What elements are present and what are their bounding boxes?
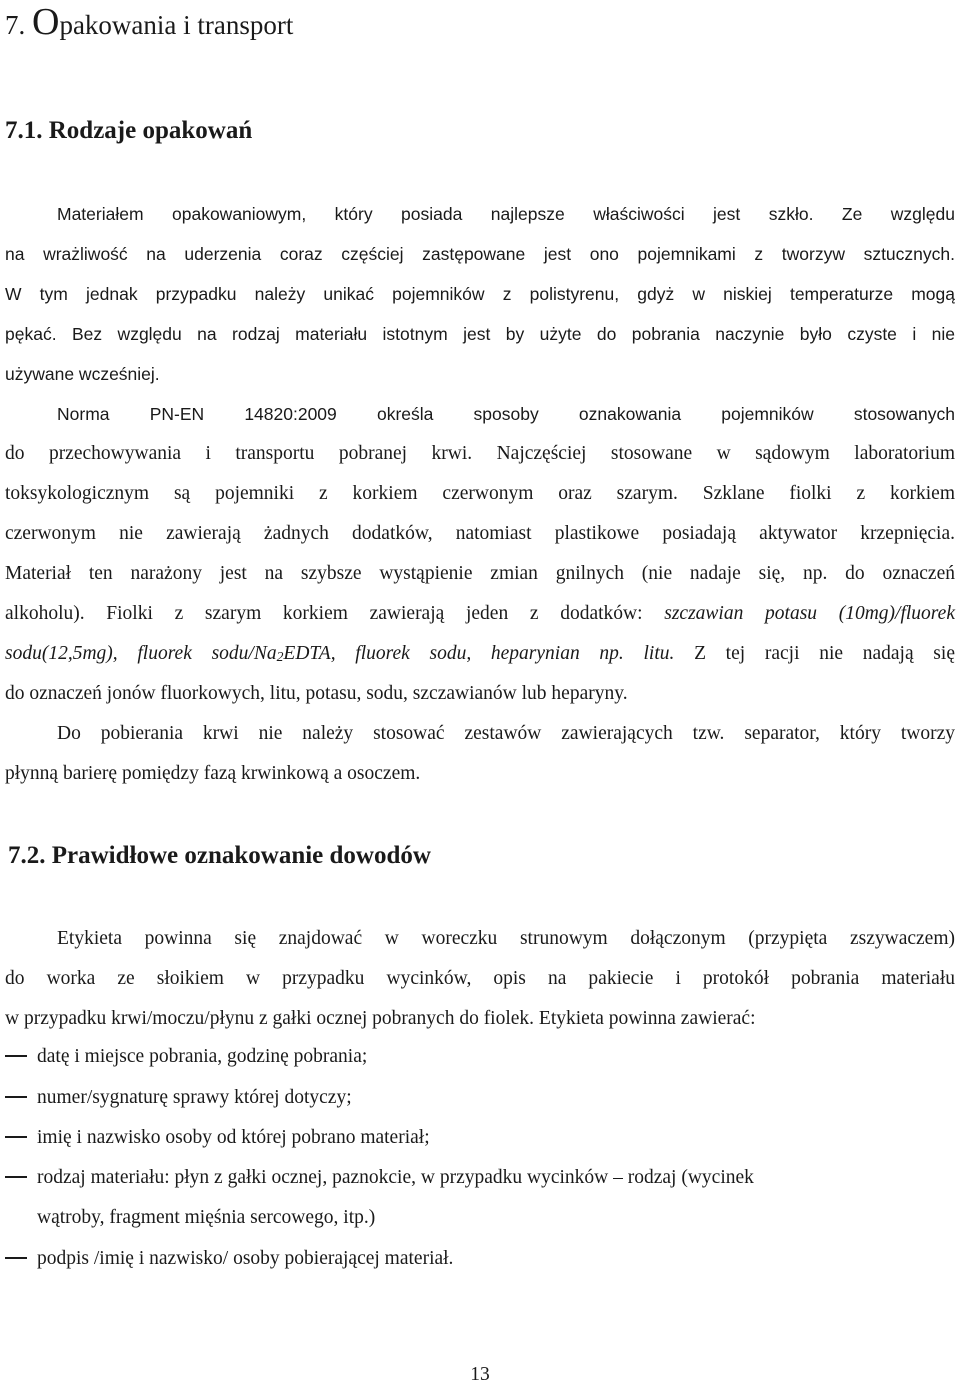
paragraph-line: Materiał ten narażony jest na szybsze wystąpienie zmian gnilnych (nie nadaje się, np. do oznaczeń	[5, 563, 955, 584]
paragraph-line: na wrażliwość na uderzenia coraz częściej zastępowane jest ono pojemnikami z tworzyw sztucznych.	[5, 244, 955, 264]
list-dash-icon	[5, 1257, 27, 1259]
italic-text: szczawian potasu (10mg)/fluorek	[664, 603, 955, 624]
paragraph-line	[5, 600, 955, 628]
chapter-number: 7.	[5, 10, 32, 40]
list-item: datę i miejsce pobrania, godzinę pobrania;	[37, 1046, 368, 1067]
chapter-drop-letter: O	[32, 1, 60, 43]
paragraph-line: używane wcześniej.	[5, 364, 160, 384]
paragraph-line: do przechowywania i transportu pobranej krwi. Najczęściej stosowane w sądowym laboratorium	[5, 443, 955, 464]
section-heading-7-1: 7.1. Rodzaje opakowań	[5, 117, 253, 144]
subscript-text: 2	[276, 649, 284, 665]
paragraph-line: czerwonym nie zawierają żadnych dodatków, natomiast plastikowe posiadają aktywator krzepnięcia.	[5, 523, 955, 544]
italic-text: EDTA, fluorek sodu, heparynian np. litu.	[283, 643, 675, 664]
paragraph-line: w przypadku krwi/moczu/płynu z gałki ocznej pobranych do fiolek. Etykieta powinna zawierać:	[5, 1008, 756, 1029]
list-item: rodzaj materiału: płyn z gałki ocznej, paznokcie, w przypadku wycinków – rodzaj (wycinek	[37, 1167, 754, 1188]
paragraph-line: W tym jednak przypadku należy unikać pojemników z polistyrenu, gdyż w niskiej temperaturze mogą	[5, 284, 955, 304]
paragraph-line: do oznaczeń jonów fluorkowych, litu, potasu, sodu, szczawianów lub heparyny.	[5, 683, 628, 704]
list-dash-icon	[5, 1136, 27, 1138]
list-dash-icon	[5, 1055, 27, 1057]
page-number: 13	[470, 1364, 490, 1385]
list-item: imię i nazwisko osoby od której pobrano materiał;	[37, 1127, 430, 1148]
paragraph-line: płynną barierę pomiędzy fazą krwinkową a osoczem.	[5, 763, 421, 784]
section-heading-7-2: 7.2. Prawidłowe oznakowanie dowodów	[8, 842, 431, 869]
paragraph-text: Z tej racji nie nadają się	[674, 643, 955, 664]
paragraph-line: toksykologicznym są pojemniki z korkiem czerwonym oraz szarym. Szklane fiolki z korkiem	[5, 483, 955, 504]
list-item: podpis /imię i nazwisko/ osoby pobierającej materiał.	[37, 1248, 454, 1269]
chapter-title-rest: pakowania i transport	[59, 10, 294, 40]
list-dash-icon	[5, 1176, 27, 1178]
list-item-continuation: wątroby, fragment mięśnia sercowego, itp.)	[37, 1207, 376, 1228]
paragraph-line: Do pobierania krwi nie należy stosować zestawów zawierających tzw. separator, który tworzy	[57, 723, 955, 744]
paragraph-line	[5, 640, 955, 669]
paragraph-line: Etykieta powinna się znajdować w woreczku strunowym dołączonym (przypięta zszywaczem)	[57, 928, 955, 949]
list-item: numer/sygnaturę sprawy której dotyczy;	[37, 1087, 352, 1108]
paragraph-text: alkoholu). Fiolki z szarym korkiem zawierają jeden z dodatków:	[5, 603, 665, 624]
paragraph-line: pękać. Bez względu na rodzaj materiału istotnym jest by użyte do pobrania naczynie było czyste i nie	[5, 324, 955, 344]
paragraph-line: Norma PN-EN 14820:2009 określa sposoby oznakowania pojemników stosowanych	[57, 404, 955, 424]
paragraph-line: Materiałem opakowaniowym, który posiada najlepsze właściwości jest szkło. Ze względu	[57, 204, 955, 224]
chapter-heading	[5, 0, 293, 47]
paragraph-line: do worka ze słoikiem w przypadku wycinków, opis na pakiecie i protokół pobrania materiału	[5, 968, 955, 989]
list-dash-icon	[5, 1096, 27, 1098]
italic-text: sodu(12,5mg), fluorek sodu/Na	[5, 643, 277, 664]
